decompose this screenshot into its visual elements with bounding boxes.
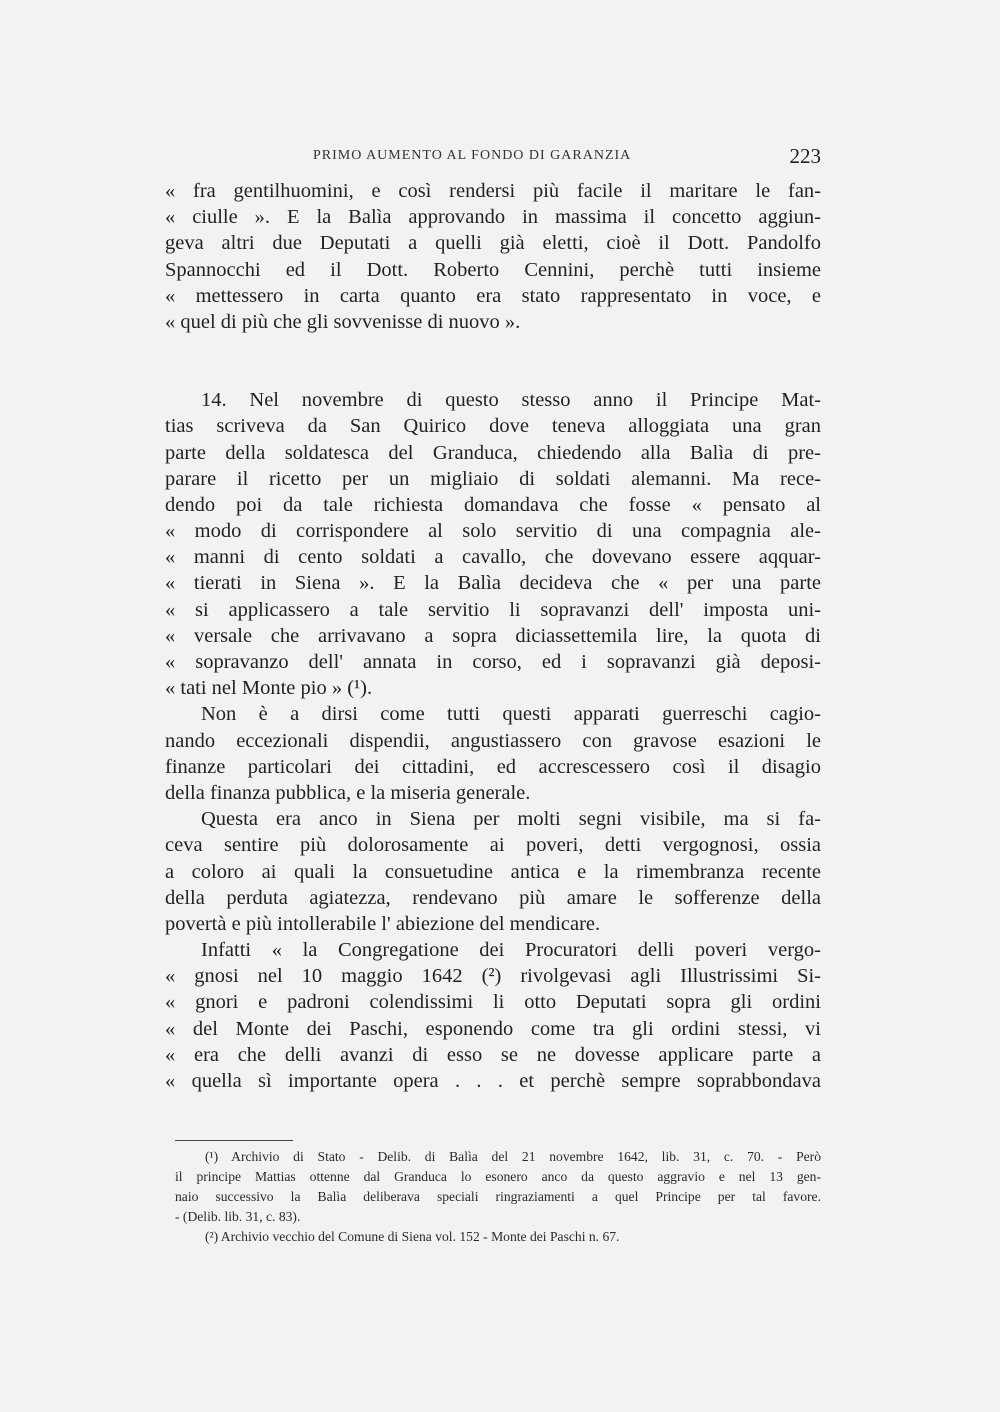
- text-line: 14. Nel novembre di questo stesso anno il Principe Mat-: [201, 389, 821, 412]
- text-line: parte della soldatesca del Granduca, chiedendo alla Balìa di pre-: [165, 441, 821, 464]
- text-line: Non è a dirsi come tutti questi apparati guerreschi cagio-: [201, 703, 821, 726]
- footnotes: [175, 1147, 821, 1247]
- text-line: nando eccezionali dispendii, angustiassero con gravose esazioni le: [165, 729, 821, 752]
- text-line: della perduta agiatezza, rendevano più amare le sofferenze della: [165, 886, 821, 909]
- text-line: parare il ricetto per un migliaio di soldati alemanni. Ma rece-: [165, 467, 821, 490]
- text-line: Infatti « la Congregatione dei Procuratori delli poveri vergo-: [201, 939, 821, 962]
- footnote-line: (²) Archivio vecchio del Comune di Siena vol. 152 - Monte dei Paschi n. 67.: [205, 1229, 620, 1244]
- footnote-line: - (Delib. lib. 31, c. 83).: [175, 1209, 301, 1224]
- text-line: « sopravanzo dell' annata in corso, ed i sopravanzi già deposi-: [165, 651, 821, 673]
- text-line: « ciulle ». E la Balìa approvando in massima il concetto aggiun-: [165, 206, 821, 229]
- page-number: 223: [789, 144, 821, 168]
- text-line: « mettessero in carta quanto era stato rappresentato in voce, e: [165, 284, 821, 307]
- text-line: « fra gentilhuomini, e così rendersi più facile il maritare le fan-: [165, 180, 821, 202]
- text-line: « gnori e padroni colendissimi li otto Deputati sopra gli ordini: [165, 991, 821, 1014]
- text-line: ceva sentire più dolorosamente ai poveri, detti vergognosi, ossia: [165, 834, 821, 857]
- text-line: « era che delli avanzi di esso se ne dovesse applicare parte a: [165, 1043, 821, 1066]
- footnote-line: naio successivo la Balìa deliberava speciali ringraziamenti a quel Principe per tal favore.: [175, 1189, 821, 1204]
- text-line: finanze particolari dei cittadini, ed accrescessero così il disagio: [165, 755, 821, 778]
- text-line: Questa era anco in Siena per molti segni visibile, ma si fa-: [201, 808, 821, 831]
- text-line: « manni di cento soldati a cavallo, che dovevano essere aqquar-: [165, 546, 821, 569]
- text-line: a coloro ai quali la consuetudine antica e la rimembranza recente: [165, 860, 821, 883]
- text-line: « tati nel Monte pio » (¹).: [165, 677, 373, 700]
- footnote-line: (¹) Archivio di Stato - Delib. di Balìa del 21 novembre 1642, lib. 31, c. 70. - Però: [205, 1149, 821, 1164]
- text-line: povertà e più intollerabile l' abiezione del mendicare.: [165, 912, 601, 935]
- body-text: [165, 178, 821, 1094]
- text-line: « versale che arrivavano a sopra diciassettemila lire, la quota di: [165, 624, 821, 647]
- text-line: « quel di più che gli sovvenisse di nuovo ».: [165, 310, 521, 333]
- text-line: tias scriveva da San Quirico dove teneva alloggiata una gran: [165, 415, 821, 438]
- paragraph-gap: [165, 335, 821, 387]
- text-line: dendo poi da tale richiesta domandava che fosse « pensato al: [165, 493, 821, 516]
- page-header: [165, 146, 821, 170]
- text-line: « gnosi nel 10 maggio 1642 (²) rivolgevasi agli Illustrissimi Si-: [165, 965, 821, 988]
- text-line: « del Monte dei Paschi, esponendo come tra gli ordini stessi, vi: [165, 1017, 821, 1040]
- footnote-line: il principe Mattias ottenne dal Granduca lo esonero anco da questo aggravio e nel 13 gen-: [175, 1169, 821, 1184]
- text-line: geva altri due Deputati a quelli già eletti, cioè il Dott. Pandolfo: [165, 232, 821, 255]
- running-title: PRIMO AUMENTO AL FONDO DI GARANZIA: [313, 148, 632, 163]
- text-line: Spannocchi ed il Dott. Roberto Cennini, perchè tutti insieme: [165, 258, 821, 281]
- text-line: « modo di corrispondere al solo servitio di una compagnia ale-: [165, 520, 821, 543]
- text-line: « quella sì importante opera . . . et perchè sempre soprabbondava: [165, 1070, 821, 1092]
- text-line: della finanza pubblica, e la miseria generale.: [165, 781, 531, 804]
- text-line: « si applicassero a tale servitio li sopravanzi dell' imposta uni-: [165, 598, 821, 621]
- footnote-rule: [175, 1140, 293, 1141]
- text-line: « tierati in Siena ». E la Balìa decideva che « per una parte: [165, 572, 821, 595]
